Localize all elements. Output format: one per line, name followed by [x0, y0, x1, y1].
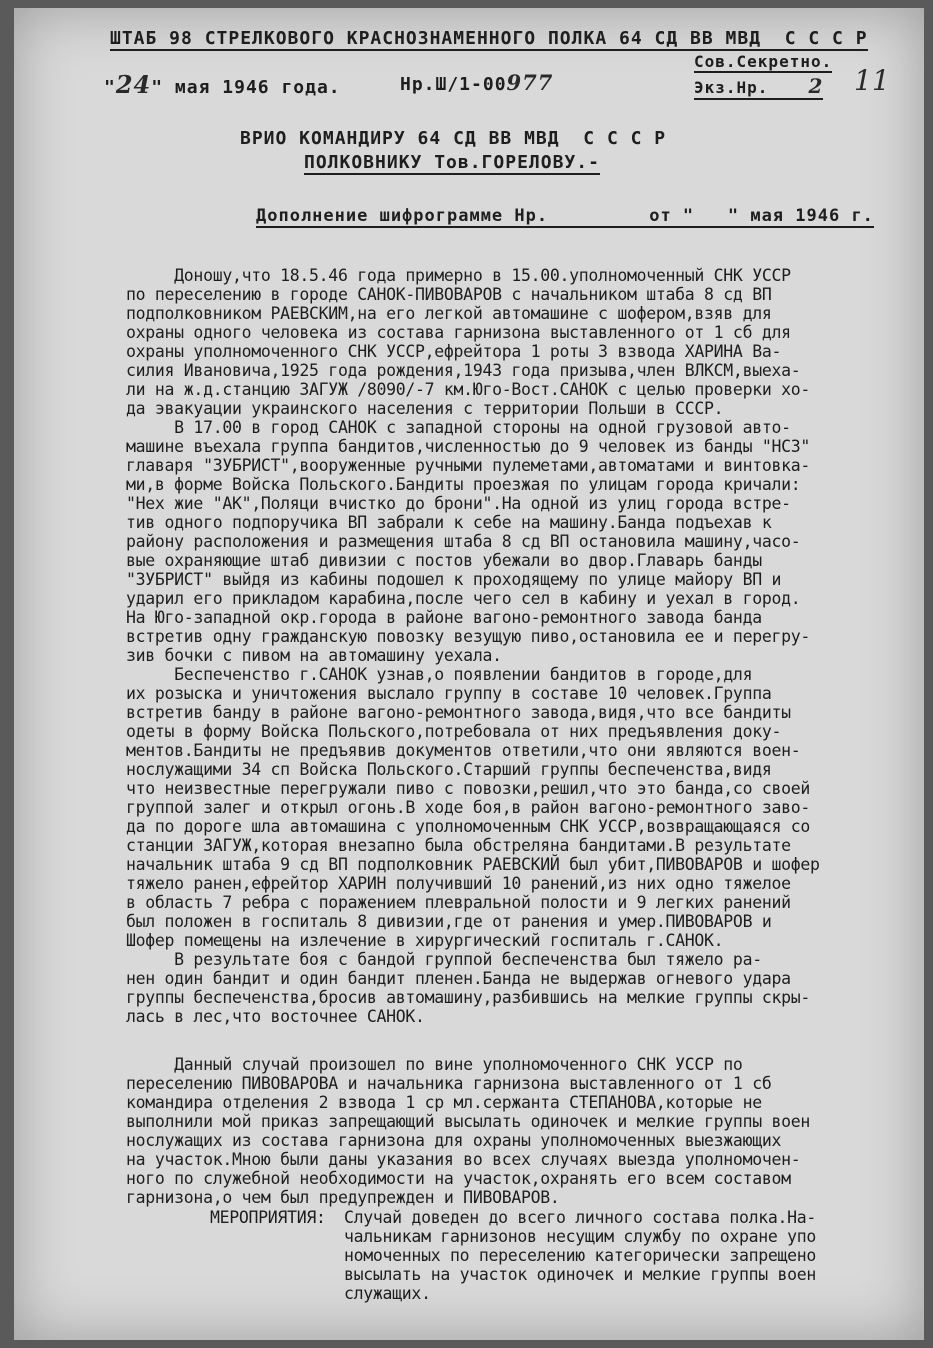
- body-line: выполнили мой приказ запрещающий высылать одиночек и мелкие группы воен: [126, 1112, 811, 1131]
- body-line: начальник штаба 9 сд ВП подполковник РАЕВСКИЙ был убит,ПИВОВАРОВ и шофер: [126, 855, 820, 874]
- date-day: 24: [115, 70, 152, 99]
- body-line: ми,в форме Войска Польского.Бандиты проезжая по улицам города кричали:: [126, 475, 801, 494]
- document-number: [400, 70, 553, 95]
- body-line: одеты в форму Войска Польского,потребовала от них предъявления доку-: [126, 722, 782, 741]
- body-line: что неизвестные перегружали пиво с повозки,решил,что это банда,со своей: [126, 779, 811, 798]
- body-line: нослужащими 34 сп Войска Польского.Старший группы беспеченства,видя: [126, 760, 772, 779]
- body-line: ного по служебной необходимости на участок,охранять его всем составом: [126, 1169, 791, 1188]
- body-line: Шофер помещены на излечение в хирургический госпиталь г.САНОК.: [126, 931, 724, 950]
- body-line: ударил его прикладом карабина,после чего сел в кабину и уехал в город.: [126, 589, 801, 608]
- margin-mark: 11: [854, 64, 891, 97]
- addressee-line-1: ВРИО КОМАНДИРУ 64 СД ВВ МВД С С С Р: [240, 128, 667, 149]
- date-quote: ": [104, 77, 116, 98]
- copy-value: 2: [808, 74, 824, 98]
- body-line: на участок.Мною были даны указания во всех случаях выезда уполномочен-: [126, 1150, 801, 1169]
- body-line: переселению ПИВОВАРОВА и начальника гарнизона выставленного от 1 сб: [126, 1074, 772, 1093]
- body-line: нослужащих из состава гарнизона для охраны уполномоченных выезжающих: [126, 1131, 782, 1150]
- body-line: "ЗУБРИСТ" выйдя из кабины подошел к проходящему по улице майору ВП и: [126, 570, 782, 589]
- copy-number: [694, 74, 823, 100]
- body-line: В 17.00 в город САНОК с западной стороны на одной грузовой авто-: [126, 418, 791, 437]
- document-page: [14, 8, 924, 1340]
- body-line: В результате боя с бандой группой беспеченства был тяжело ра-: [126, 950, 762, 969]
- number-prefix: Нр.Ш/1-00: [400, 74, 507, 95]
- body-line: охраны одного человека из состава гарнизона выставленного от 1 сб для: [126, 323, 791, 342]
- measures-line: номоченных по переселению категорически запрещено: [344, 1246, 817, 1265]
- body-line: Данный случай произошел по вине уполномоченного СНК УССР по: [126, 1055, 743, 1074]
- body-line: по переселению в городе САНОК-ПИВОВАРОВ с начальником штаба 8 сд ВП: [126, 285, 772, 304]
- body-line: встретив банду в районе вагоно-ремонтного завода,видя,что все бандиты: [126, 703, 791, 722]
- measures-line: высылать на участок одиночек и мелкие группы воен: [344, 1265, 817, 1284]
- measures-line: служащих.: [344, 1284, 431, 1303]
- secrecy-stamp: Сов.Секретно.: [694, 52, 833, 71]
- body-line: ментов.Бандиты не предъявив документов ответили,что они являются воен-: [126, 741, 801, 760]
- body-line: охраны уполномоченного СНК УССР,ефрейтора 1 роты 3 взвода ХАРИНА Ва-: [126, 342, 782, 361]
- body-line: нен один бандит и один бандит пленен.Банда не выдержав огневого удара: [126, 969, 791, 988]
- body-line: был положен в госпиталь 8 дивизии,где от ранения и умер.ПИВОВАРОВ и: [126, 912, 772, 931]
- body-line: да эвакуации украинского населения с территории Польши в СССР.: [126, 399, 724, 418]
- body-line: "Нех жие "АК",Поляци вчистко до брони".На одной из улиц города встре-: [126, 494, 791, 513]
- date-line: [104, 70, 341, 99]
- body-line: машине въехала группа бандитов,численностью до 9 человек из банды "НСЗ": [126, 437, 811, 456]
- number-value: 977: [506, 70, 554, 95]
- body-line: зив бочки с пивом на автомашину уехала.: [126, 646, 502, 665]
- body-line: тяжело ранен,ефрейтор ХАРИН получивший 10 ранений,из них одно тяжелое: [126, 874, 791, 893]
- copy-label: Экз.Нр.: [694, 78, 769, 97]
- body-line: группой залег и открыл огонь.В ходе боя,в район вагоно-ремонтного заво-: [126, 798, 811, 817]
- addressee-line-2: ПОЛКОВНИКУ Тов.ГОРЕЛОВУ.-: [304, 152, 600, 173]
- subject-line: Дополнение шифрограмме Нр. от " " мая 1946 г.: [256, 206, 874, 226]
- body-line: гарнизона,о чем был предупрежден и ПИВОВАРОВ.: [126, 1188, 560, 1207]
- measures-line: Случай доведен до всего личного состава полка.На-: [344, 1208, 817, 1227]
- body-line: Доношу,что 18.5.46 года примерно в 15.00.уполномоченный СНК УССР: [126, 266, 791, 285]
- body-line: их розыска и уничтожения выслало группу в составе 10 человек.Группа: [126, 684, 772, 703]
- body-line: На Юго-западной окр.города в районе вагоно-ремонтного завода банда: [126, 608, 762, 627]
- unit-header: ШТАБ 98 СТРЕЛКОВОГО КРАСНОЗНАМЕННОГО ПОЛКА 64 СД ВВ МВД С С С Р: [110, 28, 868, 49]
- body-line: станции ЗАГУЖ,которая внезапно была обстреляна бандитами.В результате: [126, 836, 791, 855]
- measures-line: чальникам гарнизонов несущим службу по охране упо: [344, 1227, 817, 1246]
- body-line: группы беспеченства,бросив автомашину,разбившись на мелкие группы скры-: [126, 988, 811, 1007]
- body-line: району расположения и размещения штаба 8 сд ВП остановила машину,часо-: [126, 532, 801, 551]
- body-line: Беспеченство г.САНОК узнав,о появлении бандитов в городе,для: [126, 665, 753, 684]
- body-line: вые охраняющие штаб дивизии с постов убежали во двор.Главарь банды: [126, 551, 762, 570]
- body-line: тив одного подпоручика ВП забрали к себе на машину.Банда подъехав к: [126, 513, 772, 532]
- body-line: главаря "ЗУБРИСТ",вооруженные ручными пулеметами,автоматами и винтовка-: [126, 456, 811, 475]
- body-line: встретив одну гражданскую повозку везущую пиво,остановила ее и перегру-: [126, 627, 811, 646]
- body-line: лась в лес,что восточнее САНОК.: [126, 1007, 425, 1026]
- body-line: силия Ивановича,1925 года рождения,1943 года призыва,член ВЛКСМ,выеха-: [126, 361, 801, 380]
- body-line: ли на ж.д.станцию ЗАГУЖ /8090/-7 км.Юго-Вост.САНОК с целью проверки хо-: [126, 380, 811, 399]
- body-line: подполковником РАЕВСКИМ,на его легкой автомашине с шофером,взяв для: [126, 304, 772, 323]
- date-rest: " мая 1946 года.: [151, 77, 341, 98]
- body-line: командира отделения 2 взвода 1 ср мл.сержанта СТЕПАНОВА,которые не: [126, 1093, 762, 1112]
- measures-label: МЕРОПРИЯТИЯ:: [210, 1208, 326, 1227]
- body-line: в область 7 ребра с поражением плевральной полости и 9 легких ранений: [126, 893, 791, 912]
- body-line: да по дороге шла автомашина с уполномоченным СНК УССР,возвращающаяся со: [126, 817, 811, 836]
